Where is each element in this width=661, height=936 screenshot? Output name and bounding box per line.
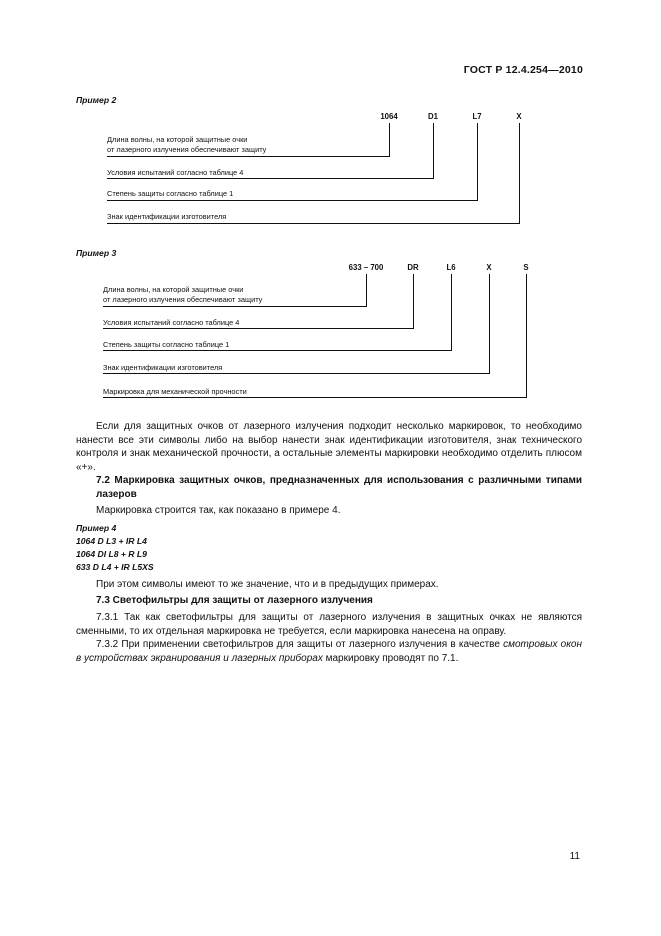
example3-code-protection: L6 (446, 263, 456, 272)
paragraph-7-3-2-italic: смотровых окон в устройствах экранирования и лазерных приборах (76, 639, 582, 664)
paragraph-multiple-markings: Если для защитных очков от лазерного излучения подходит несколько маркировок, то необходимо нанести все эти символы либо на выбор нанести знак идентификации изготовителя, знак технического контроля и знак механической прочности, а остальные элементы маркировки необходимо отделить плюсом «+». (76, 421, 582, 473)
example2-row-manufacturer-line (107, 223, 520, 224)
example2-row-wavelength-line2: от лазерного излучения обеспечивают защиту (107, 145, 267, 154)
standard-header: ГОСТ Р 12.4.254—2010 (463, 64, 583, 76)
example2-leader-conditions (433, 123, 434, 179)
example3-code-manufacturer: X (486, 263, 492, 272)
section-7-2-heading: 7.2 Маркировка защитных очков, предназначенных для использования с различными типами лазеров (96, 475, 582, 500)
section-7-3-heading: 7.3 Светофильтры для защиты от лазерного излучения (96, 595, 373, 606)
example2-row-protection-line (107, 200, 478, 201)
example4-line-3: 633 D L4 + IR L5XS (76, 562, 154, 572)
example2-code-wavelength: 1064 (380, 112, 398, 121)
paragraph-7-3-2 (76, 638, 582, 665)
example3-leader-mechanical (526, 274, 527, 398)
example3-leader-wavelength (366, 274, 367, 307)
example4-line-2: 1064 DI L8 + R L9 (76, 549, 147, 559)
paragraph-7-3-1: 7.3.1 Так как светофильтры для защиты от лазерного излучения в защитных очках не являются сменными, то их отдельная маркировка не требуется, если маркировка нанесена на оправу. (76, 612, 582, 637)
example3-row-wavelength-line1: Длина волны, на которой защитные очки (103, 285, 244, 294)
example2-leader-wavelength (389, 123, 390, 157)
example3-code-mechanical: S (523, 263, 529, 272)
paragraph-symbols-meaning: При этом символы имеют то же значение, что и в предыдущих примерах. (96, 579, 439, 590)
example3-row-conditions-line (103, 328, 414, 329)
example2-row-manufacturer: Знак идентификации изготовителя (107, 212, 227, 221)
example2-row-conditions-line (107, 178, 434, 179)
paragraph-7-3-2-start: 7.3.2 При применении светофильтров для защиты от лазерного излучения в качестве (96, 639, 504, 650)
example2-row-protection: Степень защиты согласно таблице 1 (107, 189, 234, 198)
example3-row-conditions: Условия испытаний согласно таблице 4 (103, 318, 240, 327)
example2-leader-protection (477, 123, 478, 201)
example3-label: Пример 3 (76, 248, 117, 258)
example3-leader-manufacturer (489, 274, 490, 374)
example2-code-protection: L7 (472, 112, 482, 121)
example3-row-manufacturer-line (103, 373, 490, 374)
example2-row-wavelength-line (107, 156, 390, 157)
example3-row-wavelength-line (103, 306, 367, 307)
example4-label: Пример 4 (76, 523, 117, 533)
example2-leader-manufacturer (519, 123, 520, 224)
example3-leader-conditions (413, 274, 414, 329)
example3-row-protection-line (103, 350, 452, 351)
example2-code-manufacturer: X (516, 112, 522, 121)
paragraph-marking-example4: Маркировка строится так, как показано в примере 4. (96, 505, 341, 516)
example3-row-protection: Степень защиты согласно таблице 1 (103, 340, 230, 349)
example3-leader-protection (451, 274, 452, 351)
example3-code-wavelength: 633 – 700 (348, 263, 384, 272)
page-number: 11 (569, 851, 580, 862)
example2-label: Пример 2 (76, 95, 117, 105)
example3-row-mechanical-line (103, 397, 527, 398)
example2-row-conditions: Условия испытаний согласно таблице 4 (107, 168, 244, 177)
example2-row-wavelength-line1: Длина волны, на которой защитные очки (107, 135, 248, 144)
example3-row-manufacturer: Знак идентификации изготовителя (103, 363, 223, 372)
example3-row-mechanical: Маркировка для механической прочности (103, 387, 247, 396)
example3-row-wavelength-line2: от лазерного излучения обеспечивают защиту (103, 295, 263, 304)
example2-code-conditions: D1 (428, 112, 438, 121)
paragraph-7-3-2-end: маркировку проводят по 7.1. (322, 652, 459, 664)
example3-code-conditions: DR (407, 263, 419, 272)
example4-line-1: 1064 D L3 + IR L4 (76, 536, 147, 546)
